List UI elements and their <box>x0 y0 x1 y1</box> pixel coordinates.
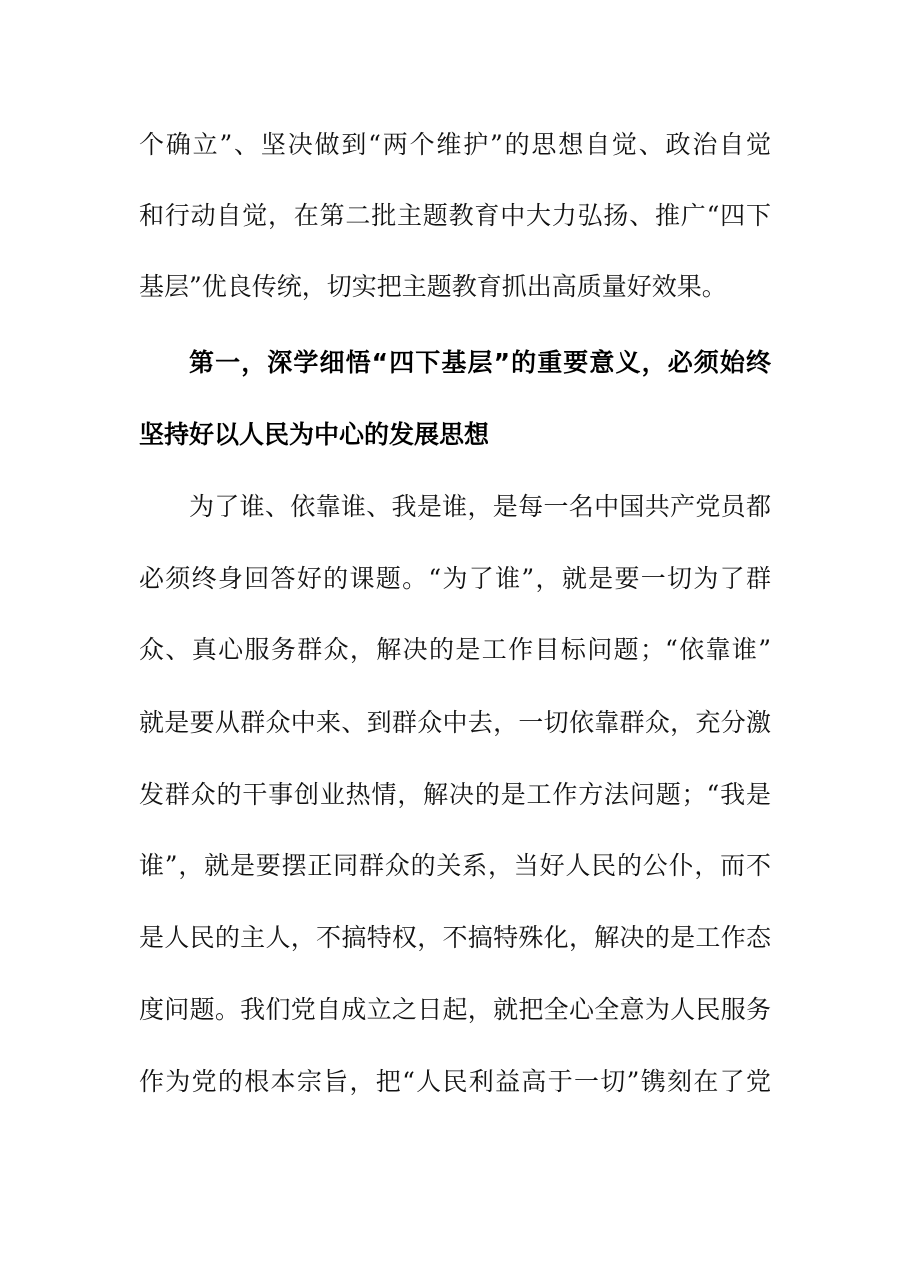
intro-line-2: 和行动自觉，在第二批主题教育中大力弘扬、推广“四下 <box>139 201 771 230</box>
body-line-6: 谁”，就是要摆正同群众的关系，当好人民的公仆，而不 <box>139 851 771 880</box>
body-line-2: 必须终身回答好的课题。“为了谁”，就是要一切为了群 <box>139 564 771 593</box>
section-heading-line-1: 第一，深学细悟“四下基层”的重要意义，必须始终 <box>189 348 771 377</box>
body-line-1: 为了谁、依靠谁、我是谁，是每一名中国共产党员都 <box>189 492 771 521</box>
body-line-9: 作为党的根本宗旨，把“人民利益高于一切”镌刻在了党 <box>139 1067 771 1096</box>
intro-line-1: 个确立”、坚决做到“两个维护”的思想自觉、政治自觉 <box>139 130 771 159</box>
intro-line-3: 基层”优良传统，切实把主题教育抓出高质量好效果。 <box>139 272 727 301</box>
body-line-3: 众、真心服务群众，解决的是工作目标问题；“依靠谁” <box>139 635 771 664</box>
section-heading-line-2: 坚持好以人民为中心的发展思想 <box>139 420 490 449</box>
body-line-8: 度问题。我们党自成立之日起，就把全心全意为人民服务 <box>139 995 771 1024</box>
body-line-5: 发群众的干事创业热情，解决的是工作方法问题；“我是 <box>139 780 771 809</box>
body-line-4: 就是要从群众中来、到群众中去，一切依靠群众，充分激 <box>139 708 771 737</box>
body-line-7: 是人民的主人，不搞特权，不搞特殊化，解决的是工作态 <box>139 923 771 952</box>
